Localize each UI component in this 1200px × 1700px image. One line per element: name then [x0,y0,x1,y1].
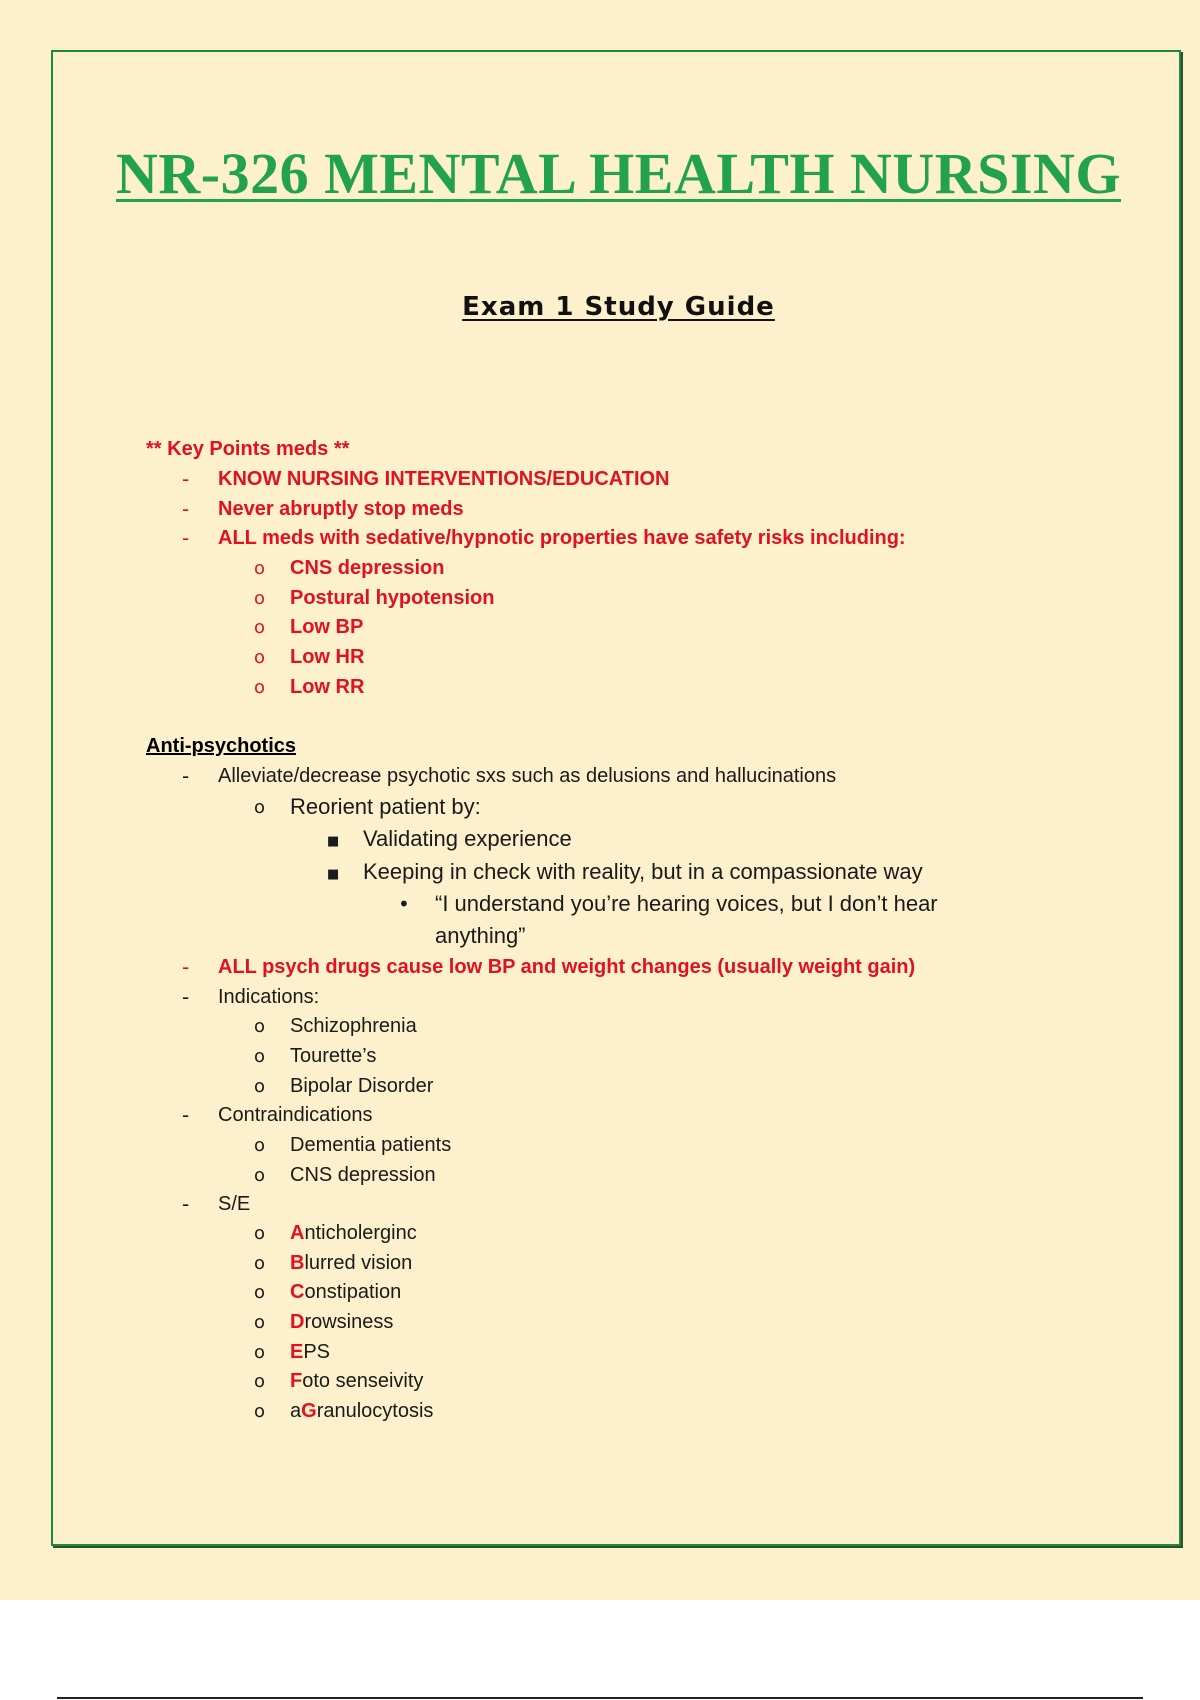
side-effect-rest: nticholerginc [304,1222,417,1244]
circle-bullet-icon: o [254,1135,266,1156]
safety-risk-item: CNS depression [290,557,445,579]
mnemonic-letter: G [301,1400,317,1422]
dash-bullet: - [182,1192,190,1216]
contraindications-label: Contraindications [218,1104,373,1126]
side-effect-rest: lurred vision [304,1252,413,1274]
dot-bullet-icon: • [398,892,410,916]
indication-item: Schizophrenia [290,1015,417,1037]
circle-bullet-icon: o [254,1342,266,1363]
antipsychotics-heading: Anti-psychotics [146,735,297,757]
side-effect-item [290,1399,433,1423]
side-effect-rest: oto senseivity [302,1370,424,1392]
key-point-item: ALL meds with sedative/hypnotic properties have safety risks including: [218,527,906,549]
key-points-heading: ** Key Points meds ** [146,438,350,460]
side-effect-prefix: a [290,1400,302,1422]
antipsychotics-purpose: Alleviate/decrease psychotic sxs such as delusions and hallucinations [218,765,837,787]
side-effect-rest: rowsiness [304,1311,394,1333]
side-effect-item [290,1369,423,1393]
side-effect-item [290,1310,393,1334]
dash-bullet: - [182,526,190,550]
safety-risk-item: Low BP [290,616,364,638]
key-point-item: KNOW NURSING INTERVENTIONS/EDUCATION [218,468,670,490]
side-effect-rest: ranulocytosis [316,1400,434,1422]
dash-bullet: - [182,1103,190,1127]
circle-bullet-icon: o [254,1282,266,1303]
circle-bullet-icon: o [254,1223,266,1244]
mnemonic-letter: A [290,1222,305,1244]
document-subtitle: Exam 1 Study Guide [462,292,775,322]
contraindication-item: Dementia patients [290,1134,452,1156]
mnemonic-letter: F [290,1370,303,1392]
footer-rule [57,1697,1143,1699]
side-effect-item [290,1221,417,1245]
reorient-label: Reorient patient by: [290,794,481,819]
document-title: NR-326 MENTAL HEALTH NURSING [116,141,1121,206]
side-effect-item [290,1280,401,1304]
circle-bullet-icon: o [254,1046,266,1067]
mnemonic-letter: B [290,1252,305,1274]
circle-bullet-icon: o [254,1312,266,1333]
quote-line: anything” [435,923,526,948]
safety-risk-item: Postural hypotension [290,587,495,609]
dash-bullet: - [182,497,190,521]
dash-bullet: - [182,955,190,979]
contraindication-item: CNS depression [290,1164,436,1186]
circle-bullet-icon: o [254,1253,266,1274]
circle-bullet-icon: o [254,1371,266,1392]
circle-bullet-icon: o [254,558,266,579]
dash-bullet: - [182,467,190,491]
mnemonic-letter: D [290,1311,305,1333]
circle-bullet-icon: o [254,677,266,698]
indication-item: Tourette’s [290,1045,377,1067]
quote-line: “I understand you’re hearing voices, but I don’t hear [435,891,938,916]
mnemonic-letter: C [290,1281,305,1303]
side-effect-item [290,1340,330,1364]
side-effect-item [290,1251,412,1275]
psych-drug-warning: ALL psych drugs cause low BP and weight changes (usually weight gain) [218,956,916,978]
circle-bullet-icon: o [254,1016,266,1037]
indication-item: Bipolar Disorder [290,1075,434,1097]
dash-bullet: - [182,985,190,1009]
side-effect-rest: PS [303,1341,331,1363]
safety-risk-item: Low HR [290,646,365,668]
circle-bullet-icon: o [254,1076,266,1097]
reorient-item: Keeping in check with reality, but in a compassionate way [363,859,923,884]
circle-bullet-icon: o [254,797,266,818]
safety-risk-item: Low RR [290,676,365,698]
page-border-frame [51,50,1181,1546]
indications-label: Indications: [218,986,320,1008]
reorient-item: Validating experience [363,826,572,851]
square-bullet-icon: ■ [327,834,340,849]
circle-bullet-icon: o [254,1401,266,1422]
side-effect-rest: onstipation [304,1281,402,1303]
circle-bullet-icon: o [254,588,266,609]
dash-bullet: - [182,764,190,788]
circle-bullet-icon: o [254,1165,266,1186]
square-bullet-icon: ■ [327,867,340,882]
circle-bullet-icon: o [254,617,266,638]
circle-bullet-icon: o [254,647,266,668]
side-effects-label: S/E [218,1193,251,1215]
mnemonic-letter: E [290,1341,304,1363]
key-point-item: Never abruptly stop meds [218,498,464,520]
